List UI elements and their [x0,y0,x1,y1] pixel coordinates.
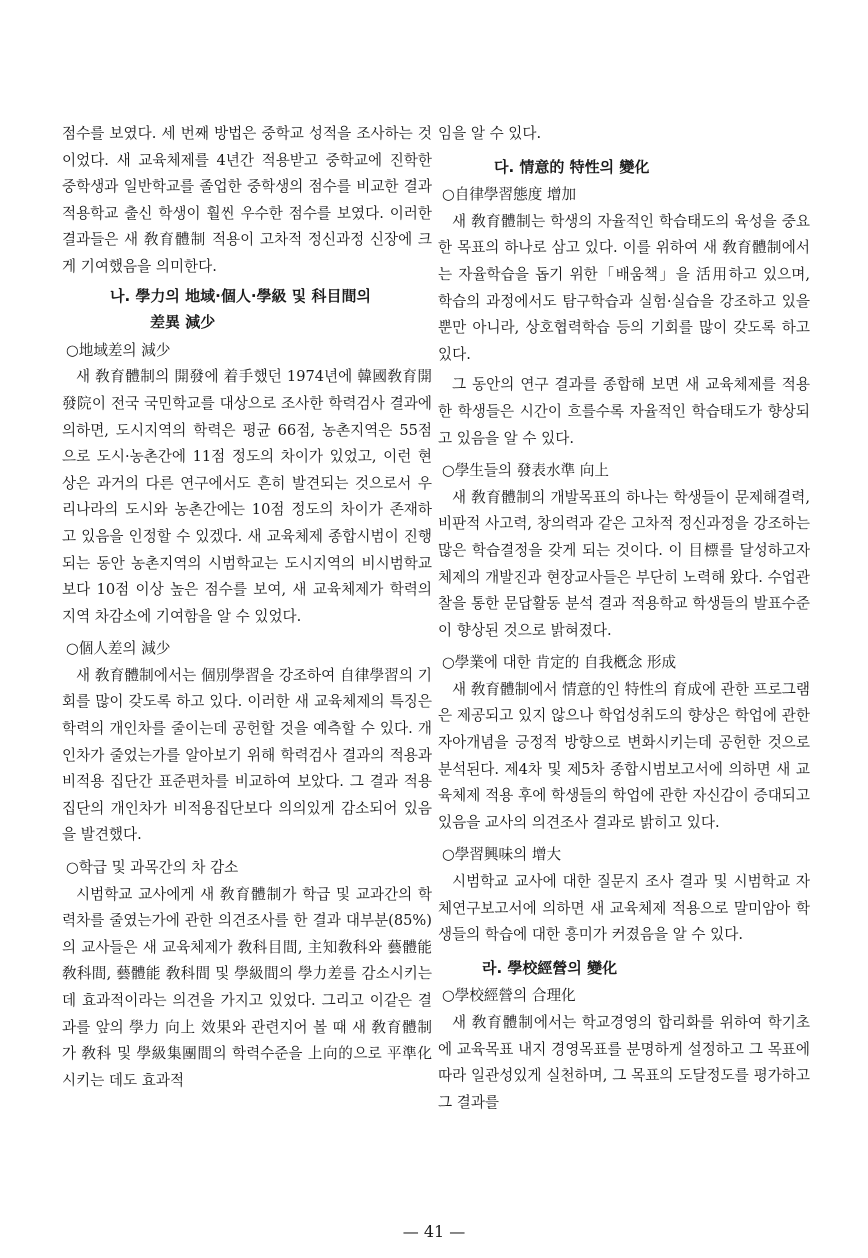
section-heading-na [62,283,432,336]
left-column [62,121,432,1094]
paragraph: 새 敎育體制에서는 학교경영의 합리화를 위하여 학기초에 교육목표 내지 경영목표를 분명하게 설정하고 그 목표에 따라 일관성있게 실천하며, 그 목표의 도달정도를 평가하고 그 결과를 [438,1014,810,1111]
subheading-self-directed-learning: ○自律學習態度 增加 [442,186,577,204]
subheading-individual-difference: ○個人差의 減少 [66,640,171,658]
paragraph: 새 敎育體制의 開發에 着手했던 1974년에 韓國敎育開發院이 전국 국민학교를 대상으로 조사한 학력검사 결과에 의하면, 도시지역의 학력은 평균 66점, 농촌지역은 55점으로 도시·농촌간에 11점 정도의 차이가 있었고, 이런 현상은 과거의 다른 연구에서도 흔히 발견되는 것으로서 우리나라의 도시와 농촌간에는 10점 정도의 차이가 존재하고 있음을 인정할 수 있겠다. 새 교육체제 종합시범이 진행되는 동안 농촌지역의 시범학교는 도시지역의 비시범학교보다 10점 이상 높은 점수를 보여, 새 교육체제가 학력의 지역 차감소에 기여함을 알 수 있었다. [62,368,432,625]
subheading-regional-difference: ○地域差의 減少 [66,341,171,359]
right-column [438,121,810,1116]
section-heading-da: 다. 情意的 特性의 變化 [494,157,650,176]
paragraph: 새 敎育體制는 학생의 자율적인 학습태도의 육성을 중요한 목표의 하나로 삼고 있다. 이를 위하여 새 敎育體制에서는 자율학습을 돕기 위한「배움책」을 活用하고 있으며, 학습의 과정에서도 탐구학습과 실험·실습을 강조하고 있을 뿐만 아니라, 상호협력학습 등의 기회를 많이 갖도록 하고 있다. [438,212,810,363]
subheading-presentation-level: ○學生들의 發表水準 向上 [442,462,609,480]
paragraph: 임을 알 수 있다. [438,125,542,142]
paragraph: 시범학교 교사에게 새 敎育體制가 학급 및 교과간의 학력차를 줄였는가에 관한 의견조사를 한 결과 대부분(85%)의 교사들은 새 교육체제가 敎科目間, 主知敎科와 藝體能 敎科間, 藝體能 敎科間 및 學級間의 學力差를 감소시키는데 효과적이라는 의견을 가지고 있었다. 그리고 이같은 결과를 앞의 學力 向上 效果와 관련지어 볼 때 새 敎育體制가 敎科 및 學級集團間의 학력수준을 上向的으로 平準化 시키는 데도 효과적 [62,885,432,1089]
paragraph: 점수를 보였다. 세 번째 방법은 중학교 성적을 조사하는 것이었다. 새 교육체제를 4년간 적용받고 중학교에 진학한 중학생과 일반학교를 졸업한 중학생의 점수를 비교한 결과 적용학교 출신 학생이 훨씬 우수한 점수를 보였다. 이러한 결과들은 새 敎育體制 적용이 고차적 정신과정 신장에 크게 기여했음을 의미한다. [62,125,432,275]
section-heading-line1: 나. 學力의 地域·個人·學級 및 科目間의 [110,286,371,305]
paragraph: 시범학교 교사에 대한 질문지 조사 결과 및 시범학교 자체연구보고서에 의하면 새 교육체제 적용으로 말미암아 학생들의 학습에 대한 흥미가 커졌음을 알 수 있다. [438,873,810,944]
paragraph: 새 敎育體制의 개발목표의 하나는 학생들이 문제해결력, 비판적 사고력, 창의력과 같은 고차적 정신과정을 강조하는 많은 학습결정을 갖게 되는 것이다. 이 目標를 달성하고자 체제의 개발진과 현장교사들은 부단히 노력해 왔다. 수업관찰을 통한 문답활동 분석 결과 적용학교 학생들의 발표수준이 향상된 것으로 밝혀졌다. [438,488,810,639]
paragraph: 새 敎育體制에서 情意的인 特性의 育成에 관한 프로그램은 제공되고 있지 않으나 학업성취도의 향상은 학업에 관한 자아개념을 긍정적 방향으로 변화시키는데 공헌한 것으로 분석된다. 제4차 및 제5차 종합시범보고서에 의하면 새 교육체제 적용 후에 학생들의 학업에 관한 자신감이 증대되고 있음을 교사의 의견조사 결과로 밝히고 있다. [438,680,810,831]
subheading-school-management: ○學校經營의 合理化 [442,987,576,1005]
subheading-class-subject-difference: ○학급 및 과목간의 차 감소 [66,859,239,877]
subheading-learning-interest: ○學習興味의 增大 [442,846,562,864]
section-heading-line2: 差異 減少 [150,313,216,332]
page-number: — 41 — [402,1222,466,1241]
paragraph: 새 敎育體制에서는 個別學習을 강조하여 自律學習의 기회를 많이 갖도록 하고 있다. 이러한 새 교육체제의 특징은 학력의 개인차를 줄이는데 공헌할 것을 예측할 수 있다. 개인차가 줄었는가를 알아보기 위해 학력검사 결과의 적용과 비적용 집단간 표준편차를 비교하여 보았다. 그 결과 적용집단의 개인차가 비적용집단보다 의의있게 감소되어 있음을 발견했다. [62,666,432,844]
section-heading-ra: 라. 學校經營의 變化 [482,958,618,977]
paragraph: 그 동안의 연구 결과를 종합해 보면 새 교육체제를 적용한 학생들은 시간이 흐를수록 자율적인 학습태도가 향상되고 있음을 알 수 있다. [438,376,810,447]
subheading-self-concept: ○學業에 대한 肯定的 自我槪念 形成 [442,654,677,672]
